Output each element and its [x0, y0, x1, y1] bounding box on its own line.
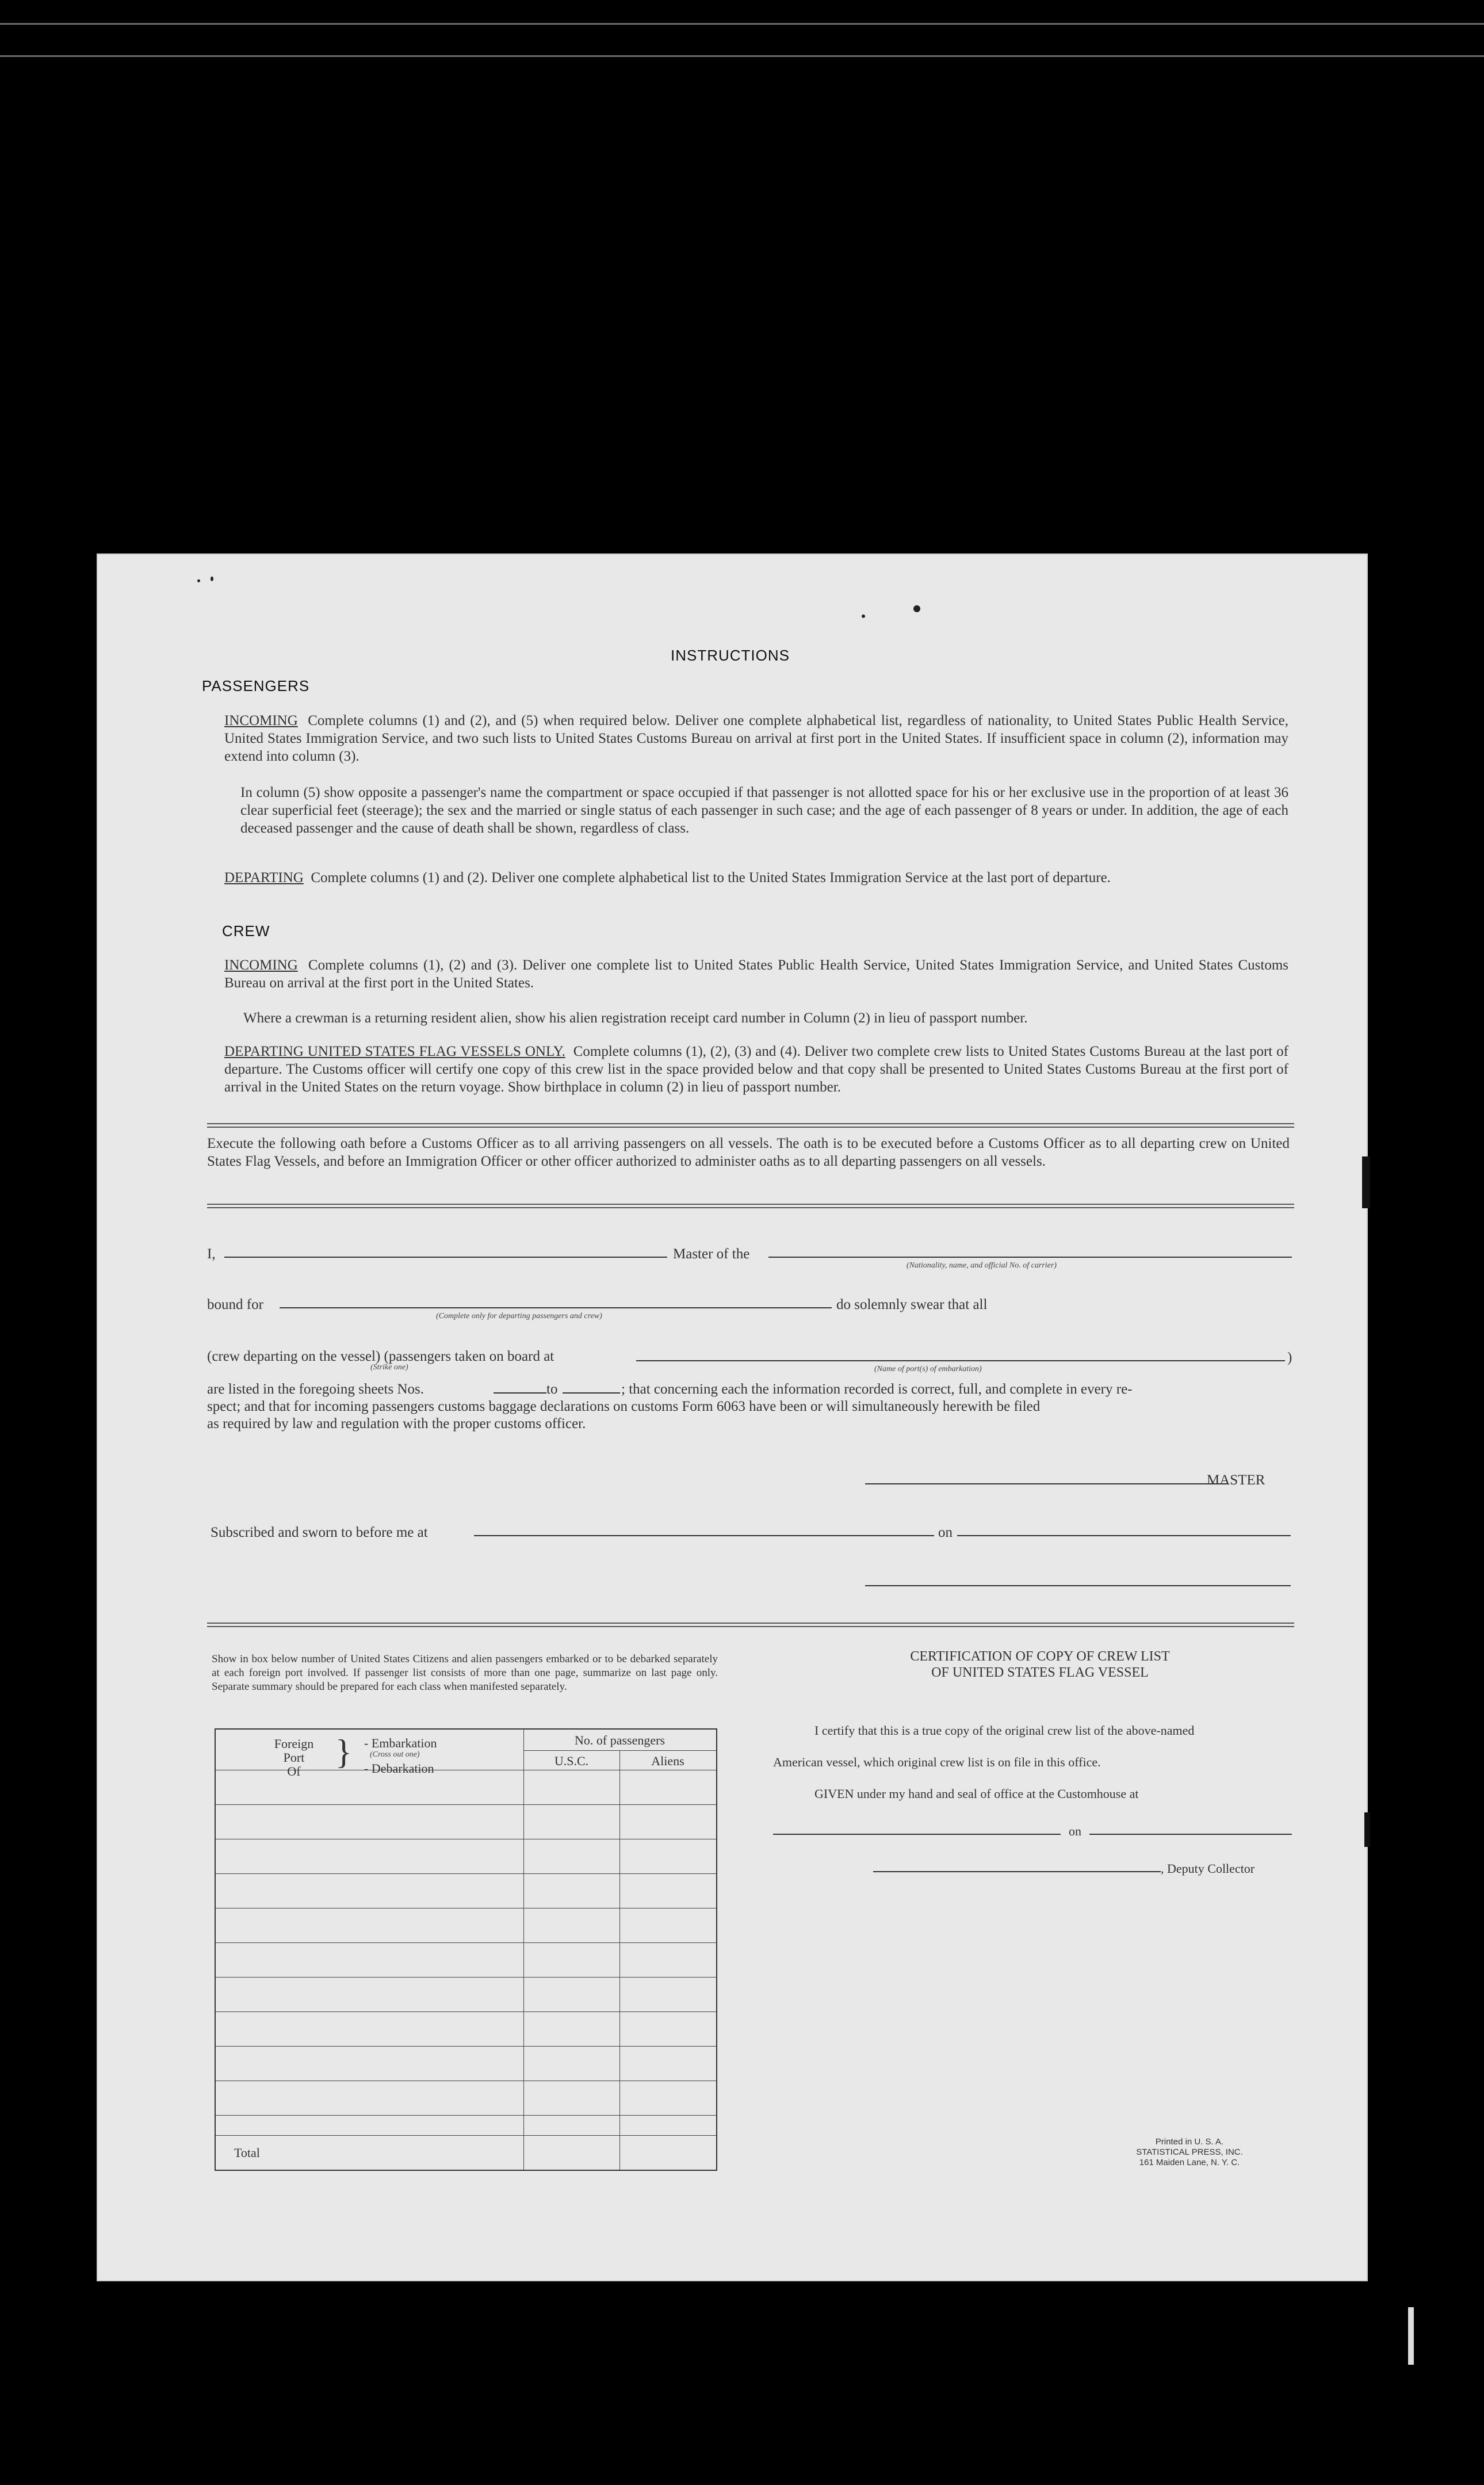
edge-clip-mark-2 [1364, 1812, 1370, 1847]
departing-flag-text: Complete columns (1), (2), (3) and (4). Deliver two complete crew lists to United States Customs Bureau at the last port of departure. The Customs officer will certify one copy of this crew list in the space provided below and that copy shall be presented to United States Customs Bureau at the first port of arrival in the United States on the return voyage. Show birthplace in column (2) in lieu of passport number. [224, 1044, 1288, 1095]
listed-end: ; that concerning each the information recorded is correct, full, and complete in every re- [621, 1381, 1133, 1397]
oath-intro: Execute the following oath before a Customs Officer as to all arriving passengers on all vessels. The oath is to be executed before a Customs Officer as to all departing crew on United States Flag Vessels, and before an Immigration Officer or other officer authorized to administer oaths as to all departing passengers on all vessels. [207, 1136, 1290, 1169]
certification-title-1: CERTIFICATION OF COPY OF CREW LIST [910, 1649, 1170, 1664]
divider-3 [207, 1623, 1294, 1627]
row-line [216, 2046, 716, 2047]
col-divider-1 [523, 1730, 524, 2170]
strike-one-hint: (Strike one) [370, 1363, 408, 1372]
crew-heading: CREW [222, 922, 270, 940]
officer-signature-field[interactable] [865, 1585, 1291, 1586]
sworn-on-label: on [938, 1525, 953, 1540]
nationality-hint: (Nationality, name, and official No. of carrier) [907, 1261, 1057, 1270]
master-label: MASTER [1207, 1472, 1265, 1488]
to-label: to [546, 1381, 558, 1397]
sworn-date-field[interactable] [957, 1535, 1291, 1536]
crew-incoming-paragraph [224, 956, 1288, 992]
departing-text: Complete columns (1) and (2). Deliver one complete alphabetical list to the United States Immigration Service at the last port of departure. [311, 870, 1111, 885]
listed-cont2: as required by law and regulation with the proper customs officer. [207, 1416, 586, 1432]
foreign-label: Foreign [274, 1736, 314, 1751]
incoming-text: Complete columns (1) and (2), and (5) when required below. Deliver one complete alphabetical list, regardless of nationality, to United States Public Health Service, United States Immigration Service, and two such lists to United States Customs Bureau on arrival at first port in the United States. If insufficient space in column (2), information may extend into column (3). [224, 713, 1289, 764]
header-split [523, 1750, 716, 1751]
cert-on-label: on [1069, 1824, 1081, 1838]
port-hint: (Name of port(s) of embarkation) [874, 1365, 982, 1373]
certification-title-2: OF UNITED STATES FLAG VESSEL [931, 1665, 1149, 1680]
total-label: Total [234, 2146, 260, 2160]
incoming-label: INCOMING [224, 713, 298, 728]
passengers-departing-paragraph [224, 869, 1288, 887]
row-line [216, 1804, 716, 1805]
aliens-label: Aliens [651, 1754, 684, 1768]
row-line [216, 2135, 716, 2136]
imprint-line-2: STATISTICAL PRESS, INC. [1136, 2147, 1243, 2157]
deputy-signature-field[interactable] [873, 1871, 1161, 1872]
i-label: I, [207, 1246, 216, 1262]
sworn-place-field[interactable] [474, 1535, 934, 1536]
column5-paragraph: In column (5) show opposite a passenger's name the compartment or space occupied if that passenger is not allotted space for his or her exclusive use in the proportion of at least 36 clear superficial feet (steerage); the sex and the married or single status of each passenger in such case; and the age of each passenger of 8 years or under. In addition, the age of each deceased passenger and the cause of death shall be shown, regardless of class. [240, 785, 1288, 836]
edge-glare [1408, 2307, 1414, 2365]
complete-only-hint: (Complete only for departing passengers and crew) [436, 1312, 602, 1320]
embarkation-port-field[interactable] [636, 1360, 1285, 1361]
listed-cont: spect; and that for incoming passengers customs baggage declarations on customs Form 6063 have been or will simultaneously herewith be filed [207, 1399, 1041, 1414]
crewman-paragraph: Where a crewman is a returning resident alien, show his alien registration receipt card number in Column (2) in lieu of passport number. [243, 1010, 1028, 1026]
subscribed-label: Subscribed and sworn to before me at [211, 1525, 428, 1540]
summary-note: Show in box below number of United States Citizens and alien passengers embarked or to be debarked separately at each foreign port involved. If passenger list consists of more than one page, summarize on last page only. Separate summary should be prepared for each class when manifested separately. [212, 1653, 718, 1693]
customhouse-field[interactable] [773, 1834, 1061, 1835]
divider-2 [207, 1204, 1294, 1208]
port-label: Port [283, 1750, 305, 1765]
master-name-field[interactable] [224, 1257, 667, 1258]
scan-speck [197, 579, 200, 582]
imprint-line-1: Printed in U. S. A. [1155, 2137, 1224, 2147]
row-line [216, 2011, 716, 2012]
col-divider-2 [619, 1750, 620, 2170]
of-label: Of [287, 1764, 301, 1778]
close-paren: ) [1287, 1350, 1292, 1365]
deputy-collector-label: , Deputy Collector [1161, 1861, 1255, 1876]
listed-start: are listed in the foregoing sheets Nos. [207, 1381, 424, 1397]
certify-line-1: I certify that this is a true copy of the original crew list of the above-named [814, 1723, 1195, 1738]
bound-for-field[interactable] [280, 1307, 832, 1308]
master-signature-field[interactable] [865, 1483, 1227, 1484]
embarkation-label: - Embarkation [364, 1736, 437, 1750]
instructions-title: INSTRUCTIONS [671, 647, 790, 664]
form-page [97, 554, 1368, 2281]
scan-speck [211, 577, 213, 581]
scan-top-line [0, 23, 1484, 25]
crew-incoming-label: INCOMING [224, 957, 298, 973]
divider-1 [207, 1123, 1294, 1128]
certify-line-2: American vessel, which original crew list is on file in this office. [773, 1755, 1101, 1769]
carrier-field[interactable] [768, 1257, 1292, 1258]
departing-flag-label: DEPARTING UNITED STATES FLAG VESSELS ONLY. [224, 1044, 565, 1059]
debarkation-label: - Debarkation [364, 1761, 434, 1776]
edge-clip-mark [1362, 1156, 1370, 1208]
usc-label: U.S.C. [554, 1754, 589, 1768]
row-line [216, 2115, 716, 2116]
cross-out-hint: (Cross out one) [370, 1750, 420, 1759]
scan-top-line-2 [0, 55, 1484, 57]
passengers-incoming-paragraph [224, 712, 1288, 765]
sheet-to-field[interactable] [563, 1392, 620, 1394]
passengers-heading: PASSENGERS [202, 677, 310, 694]
given-line: GIVEN under my hand and seal of office at the Customhouse at [814, 1787, 1139, 1801]
no-of-passengers-label: No. of passengers [574, 1733, 665, 1747]
imprint-line-3: 161 Maiden Lane, N. Y. C. [1139, 2158, 1240, 2167]
bound-for-label: bound for [207, 1297, 263, 1312]
departing-label: DEPARTING [224, 870, 304, 885]
scan-speck [913, 605, 920, 612]
row-line [216, 1873, 716, 1874]
row-line [216, 1977, 716, 1978]
scan-speck [862, 614, 865, 618]
row-line [216, 1942, 716, 1943]
crew-incoming-text: Complete columns (1), (2) and (3). Deliver one complete list to United States Public Health Service, United States Immigration Service, and United States Customs Bureau on arrival at the first port in the United States. [224, 957, 1288, 991]
sheet-from-field[interactable] [494, 1392, 546, 1394]
cert-date-field[interactable] [1089, 1834, 1292, 1835]
passenger-summary-table [215, 1728, 717, 2171]
crew-passengers-choice: (crew departing on the vessel) (passengers taken on board at [207, 1349, 554, 1364]
solemnly-swear-text: do solemnly swear that all [836, 1297, 988, 1312]
master-of-the-label: Master of the [673, 1246, 750, 1262]
brace-icon: } [335, 1733, 352, 1771]
departing-flag-paragraph [224, 1043, 1288, 1096]
